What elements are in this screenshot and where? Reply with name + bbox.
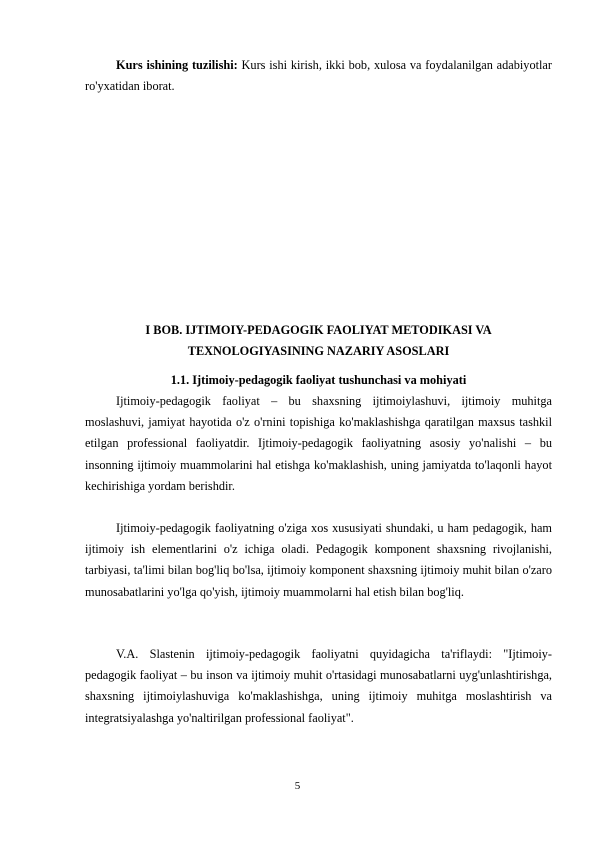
page-number: 5 — [294, 780, 301, 792]
section-title: 1.1. Ijtimoiy-pedagogik faoliyat tushunchasi va mohiyati — [170, 373, 467, 387]
course-structure-label: Kurs ishining tuzilishi: — [116, 58, 238, 72]
chapter-title — [85, 320, 552, 362]
chapter-title-line-1: I BOB. IJTIMOIY-PEDAGOGIK FAOLIYAT METODIKASI VA — [145, 323, 492, 337]
course-structure-paragraph — [85, 55, 552, 97]
course-structure-text: Kurs ishi kirish, ikki bob, xulosa va foydalanilgan adabiyotlar ro'yxatidan iborat. — [85, 58, 552, 94]
body-paragraph-3: V.A. Slastenin ijtimoiy-pedagogik faoliyatni quyidagicha ta'riflaydi: "Ijtimoiy-pedagogik faoliyat – bu inson va ijtimoiy muhit o'rtasidagi munosabatlarni uyg'unlashtirishga, shaxsning ijtimoiylashuviga ko'maklashishga, uning ijtimoiy muhitga moslashtirish va integratsiyalashga yo'naltirilgan professional faoliyat". — [85, 647, 552, 725]
chapter-title-line-2: TEXNOLOGIYASINING NAZARIY ASOSLARI — [187, 344, 450, 359]
body-paragraph-1: Ijtimoiy-pedagogik faoliyat – bu shaxsning ijtimoiylashuvi, ijtimoiy muhitga moslashuvi, jamiyat hayotida o'z o'rnini topishiga ko'maklashishga qaratilgan maxsus tashkil etilgan professional faoliyatdir. Ijtimoiy-pedagogik faoliyatning asosiy yo'nalishi – bu insonning ijtimoiy muammolarini hal etishga ko'maklashish, uning jamiyatda to'laqonli hayot kechirishiga yordam berishdir. — [85, 394, 552, 493]
body-paragraph-2: Ijtimoiy-pedagogik faoliyatning o'ziga xos xususiyati shundaki, u ham pedagogik, ham ijtimoiy ish elementlarini o'z ichiga oladi. Pedagogik komponent shaxsning rivojlanishi, tarbiyasi, ta'limi bilan bog'liq bo'lsa, ijtimoiy komponent shaxsning ijtimoiy muhit bilan o'zaro munosabatlarini yo'lga qo'yish, ijtimoiy muammolarni hal etish bilan bog'liq. — [85, 521, 552, 599]
